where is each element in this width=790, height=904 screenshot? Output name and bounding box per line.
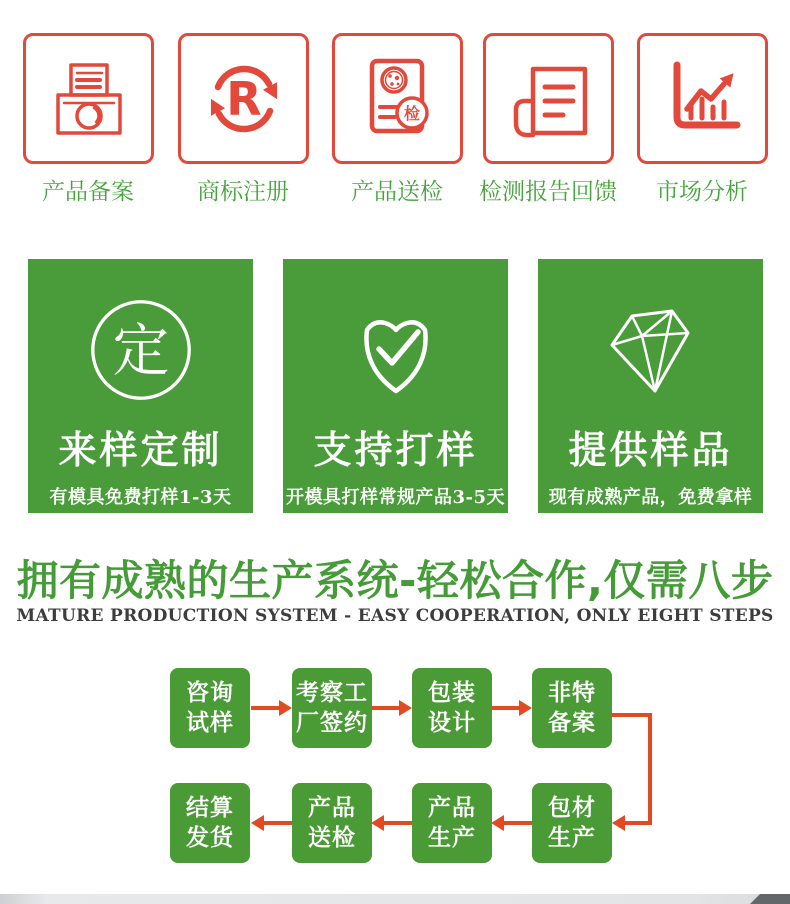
- flow-step-product-production: [412, 783, 492, 863]
- feature-subtitle: 有模具免费打样1-3天: [49, 487, 232, 508]
- service-card-product-filing: [23, 33, 154, 164]
- flow-step-line: 考察工: [296, 678, 368, 706]
- flow-connector-horizontal: [625, 821, 652, 825]
- feature-card-support-proofing: [283, 259, 508, 513]
- product-inspection-icon: [354, 55, 442, 143]
- flow-arrow-right: [491, 706, 519, 710]
- flow-step-line: 非特: [548, 678, 596, 706]
- feature-subtitle: 现有成熟产品，免费拿样: [548, 487, 753, 508]
- diamond-icon: [595, 300, 707, 400]
- custom-made-circle-icon: [89, 298, 193, 402]
- service-label: 产品备案: [42, 179, 134, 205]
- test-report-feedback-icon: [505, 55, 593, 143]
- flow-arrowhead-right-icon: [279, 700, 292, 716]
- flow-step-product-inspection: [292, 783, 372, 863]
- flow-arrowhead-left-icon: [491, 815, 504, 831]
- flow-step-line: 发货: [186, 824, 234, 851]
- service-label: 市场分析: [656, 179, 748, 205]
- trademark-registration-icon: [200, 55, 288, 143]
- feature-card-custom-samples: [28, 259, 253, 513]
- flow-connector-vertical: [648, 713, 652, 825]
- feature-icon-slot: [538, 293, 763, 407]
- flow-step-line: 备案: [548, 709, 596, 736]
- flow-arrow-left: [384, 821, 412, 825]
- flow-step-line: 生产: [548, 824, 596, 851]
- service-card-product-inspection: [332, 33, 463, 164]
- flow-arrow-left: [264, 821, 292, 825]
- inspection-stamp-char: 检: [403, 103, 420, 123]
- flow-arrow-right: [371, 706, 399, 710]
- flow-step-settle-ship: [170, 783, 250, 863]
- flow-step-line: 咨询: [186, 678, 234, 706]
- flow-step-package-design: [412, 668, 492, 748]
- service-card-market-analysis: [637, 33, 768, 164]
- flow-arrowhead-right-icon: [399, 700, 412, 716]
- service-label: 产品送检: [351, 179, 443, 205]
- service-label: 检测报告回馈: [479, 179, 617, 205]
- feature-title: 提供样品: [568, 427, 733, 472]
- flow-step-line: 结算: [186, 793, 234, 821]
- feature-title: 来样定制: [58, 427, 223, 472]
- flow-arrow-right: [251, 706, 279, 710]
- flow-arrowhead-left-icon: [371, 815, 384, 831]
- flow-step-line: 生产: [428, 824, 476, 851]
- flow-connector-horizontal: [612, 713, 652, 717]
- flow-step-line: 试样: [186, 709, 234, 736]
- flow-step-line: 包装: [428, 678, 476, 706]
- feature-subtitle: 开模具打样常规产品3-5天: [285, 487, 506, 508]
- flow-arrowhead-left-icon: [612, 815, 625, 831]
- feature-card-provide-samples: [538, 259, 763, 513]
- section-subtitle: MATURE PRODUCTION SYSTEM - EASY COOPERATION, ONLY EIGHT STEPS: [16, 606, 774, 626]
- bottom-divider: [0, 894, 790, 904]
- flow-step-line: 包材: [548, 793, 596, 821]
- trademark-letter: R: [225, 71, 262, 126]
- service-card-trademark-registration: [178, 33, 309, 164]
- service-label: 商标注册: [197, 179, 289, 205]
- product-filing-icon: [45, 55, 133, 143]
- section-title: 拥有成熟的生产系统-轻松合作,仅需八步: [16, 556, 774, 605]
- market-analysis-icon: [659, 55, 747, 143]
- service-card-test-report-feedback: [483, 33, 614, 164]
- flow-step-special-filing: [532, 668, 612, 748]
- flow-step-line: 设计: [428, 709, 476, 736]
- feature-icon-slot: [283, 293, 508, 407]
- shield-check-icon: [346, 296, 446, 404]
- feature-icon-slot: [28, 293, 253, 407]
- feature-title: 支持打样: [313, 427, 478, 472]
- custom-made-char: 定: [112, 317, 169, 384]
- flow-arrow-left: [504, 821, 532, 825]
- flow-step-line: 产品: [428, 793, 476, 821]
- flow-step-line: 送检: [308, 824, 356, 851]
- flow-step-consult-sample: [170, 668, 250, 748]
- flow-arrowhead-left-icon: [251, 815, 264, 831]
- flow-step-line: 厂签约: [296, 709, 368, 736]
- flow-arrowhead-right-icon: [519, 700, 532, 716]
- flow-step-factory-contract: [292, 668, 372, 748]
- flow-step-packaging-production: [532, 783, 612, 863]
- flow-step-line: 产品: [308, 793, 356, 821]
